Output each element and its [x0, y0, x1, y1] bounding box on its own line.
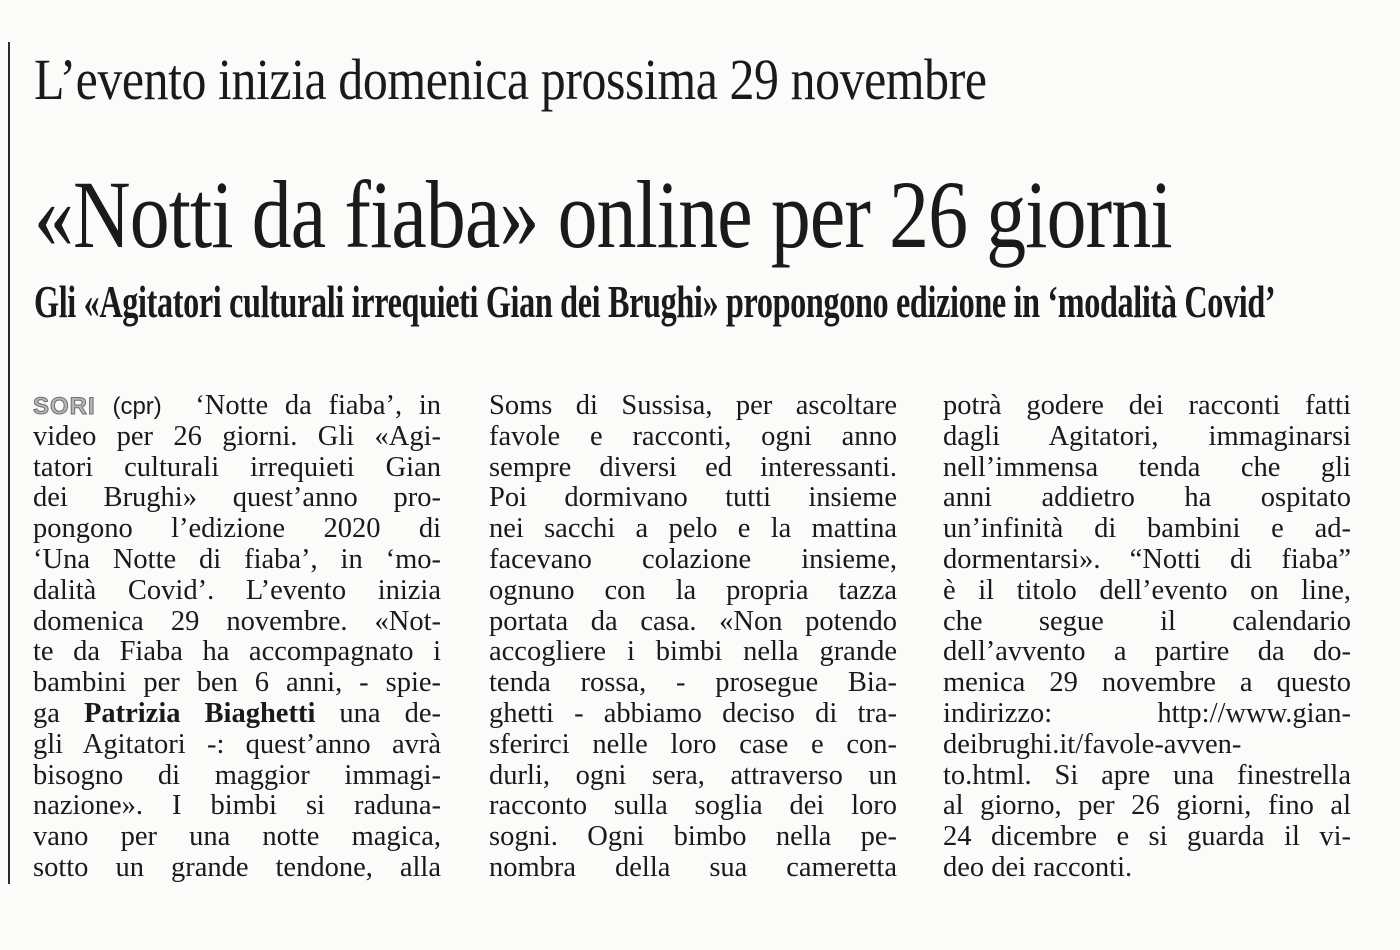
- text-line: indirizzo: http://www.gian-: [943, 698, 1351, 729]
- text-line: gli Agitatori -: quest’anno avrà: [33, 729, 441, 760]
- person-name: Patrizia Biaghetti: [83, 698, 316, 729]
- text-line: sferirci nelle loro case e con-: [489, 729, 897, 760]
- text-line: to.html. Si apre una finestrella: [943, 760, 1351, 791]
- text-line: [33, 699, 441, 730]
- text-line: video per 26 giorni. Gli «Agi-: [33, 421, 441, 452]
- text-line: durli, ogni sera, attraverso un: [489, 760, 897, 791]
- text-line: nombra della sua cameretta: [489, 852, 897, 883]
- text-fragment: ga: [33, 698, 60, 729]
- text-line: bisogno di maggior immagi-: [33, 760, 441, 791]
- text-line: al giorno, per 26 giorni, fino al: [943, 791, 1351, 822]
- dateline-credit: (cpr): [112, 393, 162, 420]
- text-line: tatori culturali irrequieti Gian: [33, 452, 441, 483]
- text-line: è il titolo dell’evento on line,: [943, 575, 1351, 606]
- text-line: deibrughi.it/favole-avven-: [943, 729, 1242, 760]
- text-line: sotto un grande tendone, alla: [33, 852, 441, 883]
- text-line: facevano colazione insieme,: [489, 544, 897, 575]
- text-line: dei Brughi» quest’anno pro-: [33, 483, 441, 514]
- text-line: nei sacchi a pelo e la mattina: [489, 514, 897, 545]
- article-column-2: [489, 391, 897, 884]
- article-column-1: [33, 391, 441, 884]
- text-line: vano per una notte magica,: [33, 822, 441, 853]
- text-line: ghetti - abbiamo deciso di tra-: [489, 698, 897, 729]
- text-line: 24 dicembre e si guarda il vi-: [943, 822, 1351, 853]
- text-line: tenda rossa, - prosegue Bia-: [489, 668, 897, 699]
- text-line: Soms di Sussisa, per ascoltare: [489, 391, 897, 421]
- dateline-place: SORI: [33, 393, 96, 420]
- kicker-heading: L’evento inizia domenica prossima 29 novembre: [34, 47, 987, 112]
- left-column-rule: [8, 42, 10, 884]
- text-line: racconto sulla soglia dei loro: [489, 791, 897, 822]
- text-fragment: una de-: [339, 698, 441, 729]
- text-fragment: ‘Notte da fiaba’, in: [195, 391, 441, 421]
- text-line: bambini per ben 6 anni, - spie-: [33, 668, 441, 699]
- text-line: deo dei racconti.: [943, 852, 1133, 883]
- text-line: che segue il calendario: [943, 606, 1351, 637]
- text-line: nell’immensa tenda che gli: [943, 452, 1351, 483]
- text-line: ‘Una Notte di fiaba’, in ‘mo-: [33, 544, 441, 575]
- text-line: dagli Agitatori, immaginarsi: [943, 421, 1351, 452]
- text-line: sempre diversi ed interessanti.: [489, 452, 897, 483]
- text-line: menica 29 novembre a questo: [943, 668, 1351, 699]
- text-line: ognuno con la propria tazza: [489, 575, 897, 606]
- text-line: sogni. Ogni bimbo nella pe-: [489, 822, 897, 853]
- text-line: dormentarsi». “Notti di fiaba”: [943, 544, 1351, 575]
- text-line: pongono l’edizione 2020 di: [33, 514, 441, 545]
- text-line: nazione». I bimbi si raduna-: [33, 791, 441, 822]
- text-line: potrà godere dei racconti fatti: [943, 391, 1351, 421]
- headline: «Notti da fiaba» online per 26 giorni: [34, 161, 1172, 268]
- text-line: Poi dormivano tutti insieme: [489, 483, 897, 514]
- text-line: [33, 391, 441, 422]
- text-line: te da Fiaba ha accompagnato i: [33, 637, 441, 668]
- text-line: domenica 29 novembre. «Not-: [33, 606, 441, 637]
- text-line: portata da casa. «Non potendo: [489, 606, 897, 637]
- text-line: accogliere i bimbi nella grande: [489, 637, 897, 668]
- text-line: dalità Covid’. L’evento inizia: [33, 575, 441, 606]
- text-line: favole e racconti, ogni anno: [489, 421, 897, 452]
- text-line: un’infinità di bambini e ad-: [943, 514, 1351, 545]
- text-line: anni addietro ha ospitato: [943, 483, 1351, 514]
- article-column-3: [943, 391, 1351, 884]
- subheadline: Gli «Agitatori culturali irrequieti Gian dei Brughi» propongono edizione in ‘modalità Covid’: [34, 276, 1276, 327]
- text-line: dell’avvento a partire da do-: [943, 637, 1351, 668]
